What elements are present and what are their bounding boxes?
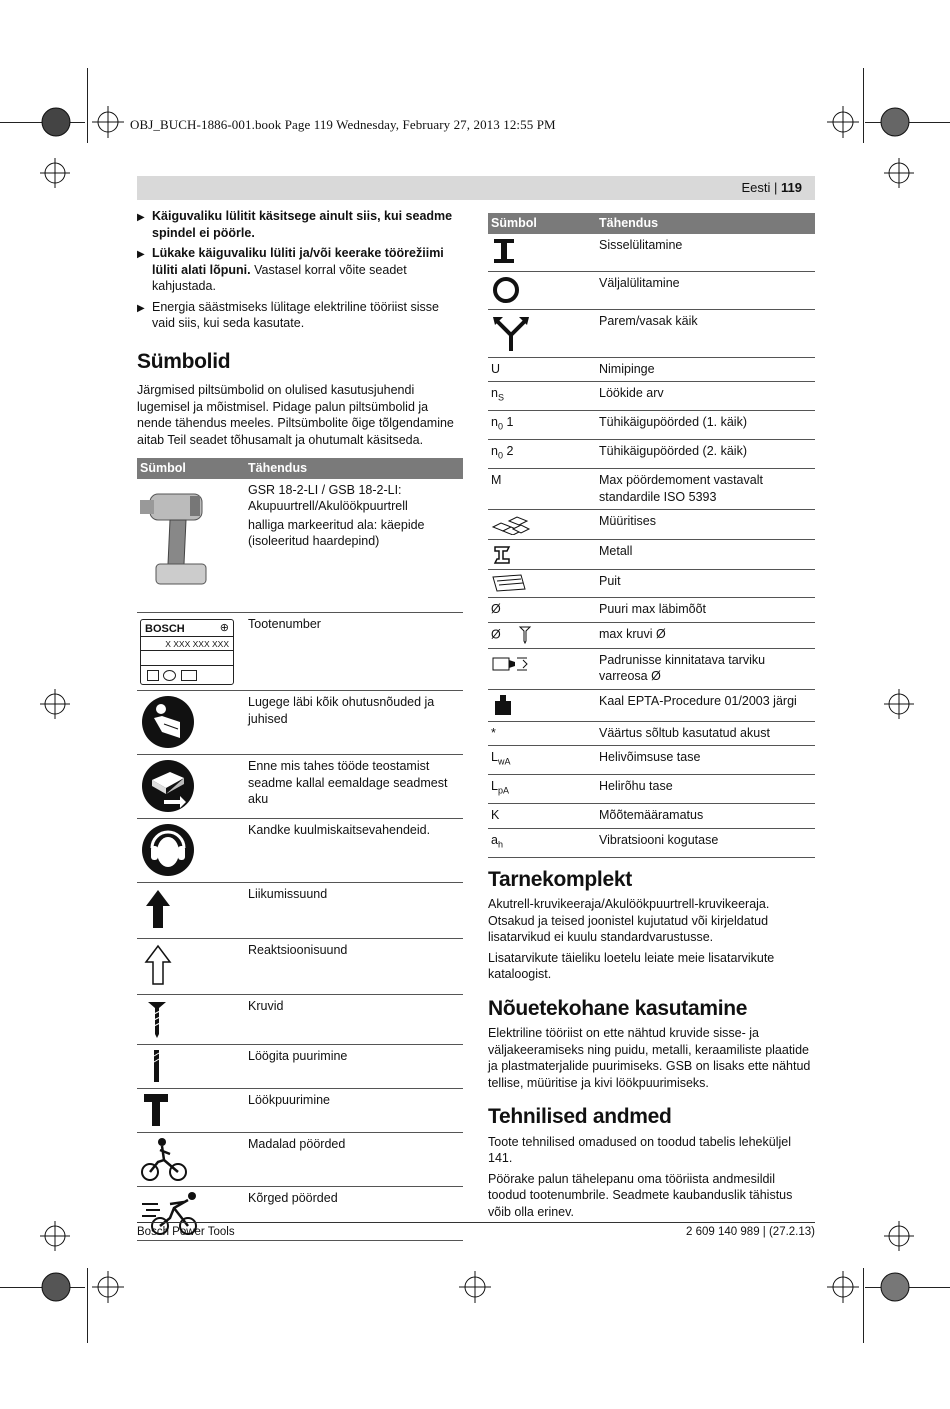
remove-battery-text: Enne mis tahes tööde teostamist seadme kallal eemaldage seadmest aku [245,755,463,819]
bosch-logo-icon: ⊕ [219,622,229,634]
bullet-1 [137,208,463,241]
hammer-text: Löökpuurimine [245,1089,463,1133]
forward-reverse-icon [491,313,535,353]
direction-text: Parem/vasak käik [596,309,815,357]
bullet-3 [137,299,463,332]
table-row [488,271,815,309]
left-th-symbol: Sümbol [137,458,245,479]
table-row [137,613,463,691]
page-number: 119 [781,180,802,195]
table-row [137,479,463,613]
tech-p2: Pöörake palun tähelepanu oma tööriista andmesildil toodud tootenumbrile. Seadmete kaubanduslik tähistus võib olla erinev. [488,1171,793,1219]
sound-pressure-text: Helirõhu tase [596,775,815,804]
table-row [488,234,815,272]
symbol-cell: $n_0$ 2 [488,440,596,469]
movement-text: Liikumissuund [245,883,463,939]
impact-rate-text: Löökide arv [596,382,815,411]
table-row [488,469,815,510]
masonry-text: Müüritises [596,510,815,540]
drill-diameter-text: Puuri max läbimõõt [596,598,815,623]
section-title-delivery: Tarnekomplekt [488,867,632,891]
no-load-1-text: Tühikäigupöörded (1. käik) [596,411,815,440]
symbols-intro: Järgmised piltsümbolid on olulised kasutusjuhendi lugemisel ja mõistmisel. Pidage palun piltsümbolid ja nende tähendus meeles. Piltsümbolite õige tõlgendamine aitab Teil seadet tõhusamalt ja ohutumalt käsitseda. [137,383,454,447]
symbol-cell: $n_0$ 1 [488,411,596,440]
screw-icon [140,998,180,1040]
delivery-p1: Akutrell-kruvikeeraja/Akulöökpuurtrell-kruvikeeraja. Otsakud ja teised joonistel kujutatud või kirjeldatud lisatarvikud ei kuulu standardvarustusse. [488,897,770,944]
table-row [488,775,815,804]
left-th-meaning: Tähendus [245,458,463,479]
vibration-text: Vibratsiooni kogutase [596,828,815,857]
torque-text: Max pöördemoment vastavalt standardile ISO 5393 [596,469,815,510]
on-text: Sisselülitamine [596,234,815,272]
bullet-1-bold: Käiguvaliku lülitit käsitsege ainult siis, kui seadme spindel ei pöörle. [152,209,453,240]
table-row [488,598,815,623]
use-p1: Elektriline tööriist on ette nähtud kruvide sisse- ja väljakeeramiseks ning puidu, metalli, keraamiliste plaatide ja plastmaterjalide puurimiseks. GSB on lisaks ette nähtud tellise, müüritise ja kivi löökpuurimiseks. [488,1026,811,1090]
drill-text: GSR 18-2-LI / GSB 18-2-LI: Akupuurtrell/Akulöökpuurtrell [248,482,408,513]
slow-bicycle-icon [140,1136,190,1182]
drill-bit-text: Löögita puurimine [245,1045,463,1089]
ear-protection-icon [140,822,196,878]
drill-bit-icon [140,1048,180,1084]
symbol-cell: $L_{pA}$ [488,775,596,804]
bullet-arrow-icon: ▶ [137,249,145,260]
footer-right: 2 609 140 989 | (27.2.13) [686,1226,815,1238]
chuck-text: Padrunisse kinnitatava tarviku varreosa Ø [596,648,815,689]
table-row [137,819,463,883]
right-th-meaning: Tähendus [596,213,815,234]
section-title-tech: Tehnilised andmed [488,1105,672,1128]
reaction-arrow-icon [140,942,180,990]
symbol-cell: Ø [491,626,501,641]
remove-battery-icon [140,758,196,814]
hammer-icon [140,1092,180,1128]
right-th-symbol: Sümbol [488,213,596,234]
bullet-2 [137,245,463,295]
symbol-cell: $a_h$ [488,828,596,857]
screw-text: Kruvid [245,995,463,1045]
header-bar [137,176,815,200]
ear-protection-text: Kandke kuulmiskaitsevahendeid. [245,819,463,883]
wood-icon [491,573,527,593]
symbol-cell: $n_S$ [488,382,596,411]
right-symbol-table [488,213,815,858]
table-row [488,721,815,746]
chuck-icon [491,652,531,676]
bullet-arrow-icon: ▶ [137,302,145,314]
left-column [137,208,463,1241]
table-row [488,648,815,689]
nameplate-number: X XXX XXX XXX [165,639,229,649]
bullet-arrow-icon: ▶ [137,212,145,223]
table-row [488,622,815,648]
tech-p1: Toote tehnilised omadused on toodud tabelis leheküljel 141. [488,1134,791,1165]
on-switch-icon [491,237,521,267]
drill-text-2: halliga markeeritud ala: käepide (isoleeritud haardepind) [248,517,425,548]
table-row [488,804,815,829]
file-slug: OBJ_BUCH-1886-001.book Page 119 Wednesday, February 27, 2013 12:55 PM [130,117,556,132]
screw-diameter-text: max kruvi Ø [596,622,815,648]
delivery-p2: Lisatarvikute täieliku loetelu leiate meie lisatarvikute kataloogist. [488,950,775,981]
metal-icon [491,543,521,565]
footer-left: Bosch Power Tools [137,1226,235,1238]
page-header: Eesti | 119 [741,180,802,195]
bullet-2-text: Vastasel korral võite seadet kahjustada. [152,262,407,293]
table-row [488,689,815,721]
header-language: Eesti [741,180,771,195]
table-row [137,1045,463,1089]
no-load-2-text: Tühikäigupöörded (2. käik) [596,440,815,469]
table-row [137,939,463,995]
section-title-symbols: Sümbolid [137,349,231,373]
metal-text: Metall [596,540,815,570]
table-row [137,755,463,819]
uncertainty-text: Mõõtemääramatus [596,804,815,829]
left-symbol-table [137,458,463,1241]
table-row [137,995,463,1045]
table-row [488,540,815,570]
battery-note-text: Väärtus sõltub kasutatud akust [596,721,815,746]
nameplate-icon [140,619,234,685]
slow-text: Madalad pöörded [245,1133,463,1187]
weight-icon [491,693,521,717]
fast-text: Kõrged pöörded [245,1187,463,1241]
table-row [488,411,815,440]
symbol-cell: $L_{wA}$ [488,746,596,775]
table-row [137,883,463,939]
reaction-text: Reaktsioonisuund [245,939,463,995]
movement-arrow-icon [140,886,180,934]
bullet-2-bold: Lükake käiguvaliku lüliti ja/või keerake töörežiimi lüliti alati lõpuni. [152,246,444,277]
screw-small-icon [518,626,532,644]
footer-divider [137,1222,815,1223]
table-row [488,357,815,382]
table-row [488,510,815,540]
weight-text: Kaal EPTA-Procedure 01/2003 järgi [596,689,815,721]
masonry-icon [491,513,531,535]
read-manual-text: Lugege läbi kõik ohutusnõuded ja juhised [245,691,463,755]
off-switch-icon [491,275,521,305]
symbol-cell: K [488,804,596,829]
sound-power-text: Helivõimsuse tase [596,746,815,775]
symbol-cell: M [488,469,596,510]
nameplate-text: Tootenumber [245,613,463,691]
off-text: Väljalülitamine [596,271,815,309]
table-row [137,691,463,755]
bullet-3-text: Energia säästmiseks lülitage elektriline tööriist sisse vaid siis, kui seda kasutate. [152,299,439,330]
symbol-cell: * [488,721,596,746]
drill-icon [140,482,232,594]
table-row [137,1133,463,1187]
table-row [488,440,815,469]
symbol-cell: U [488,357,596,382]
table-row [488,570,815,598]
nameplate-brand: BOSCH [145,623,185,635]
right-column [488,213,815,1220]
read-manual-icon [140,694,196,750]
rated-voltage-text: Nimipinge [596,357,815,382]
table-row [488,309,815,357]
table-row [488,746,815,775]
symbol-cell: Ø [488,598,596,623]
section-title-use: Nõuetekohane kasutamine [488,996,748,1020]
wood-text: Puit [596,570,815,598]
table-row [488,382,815,411]
table-row [488,828,815,857]
table-row [137,1089,463,1133]
